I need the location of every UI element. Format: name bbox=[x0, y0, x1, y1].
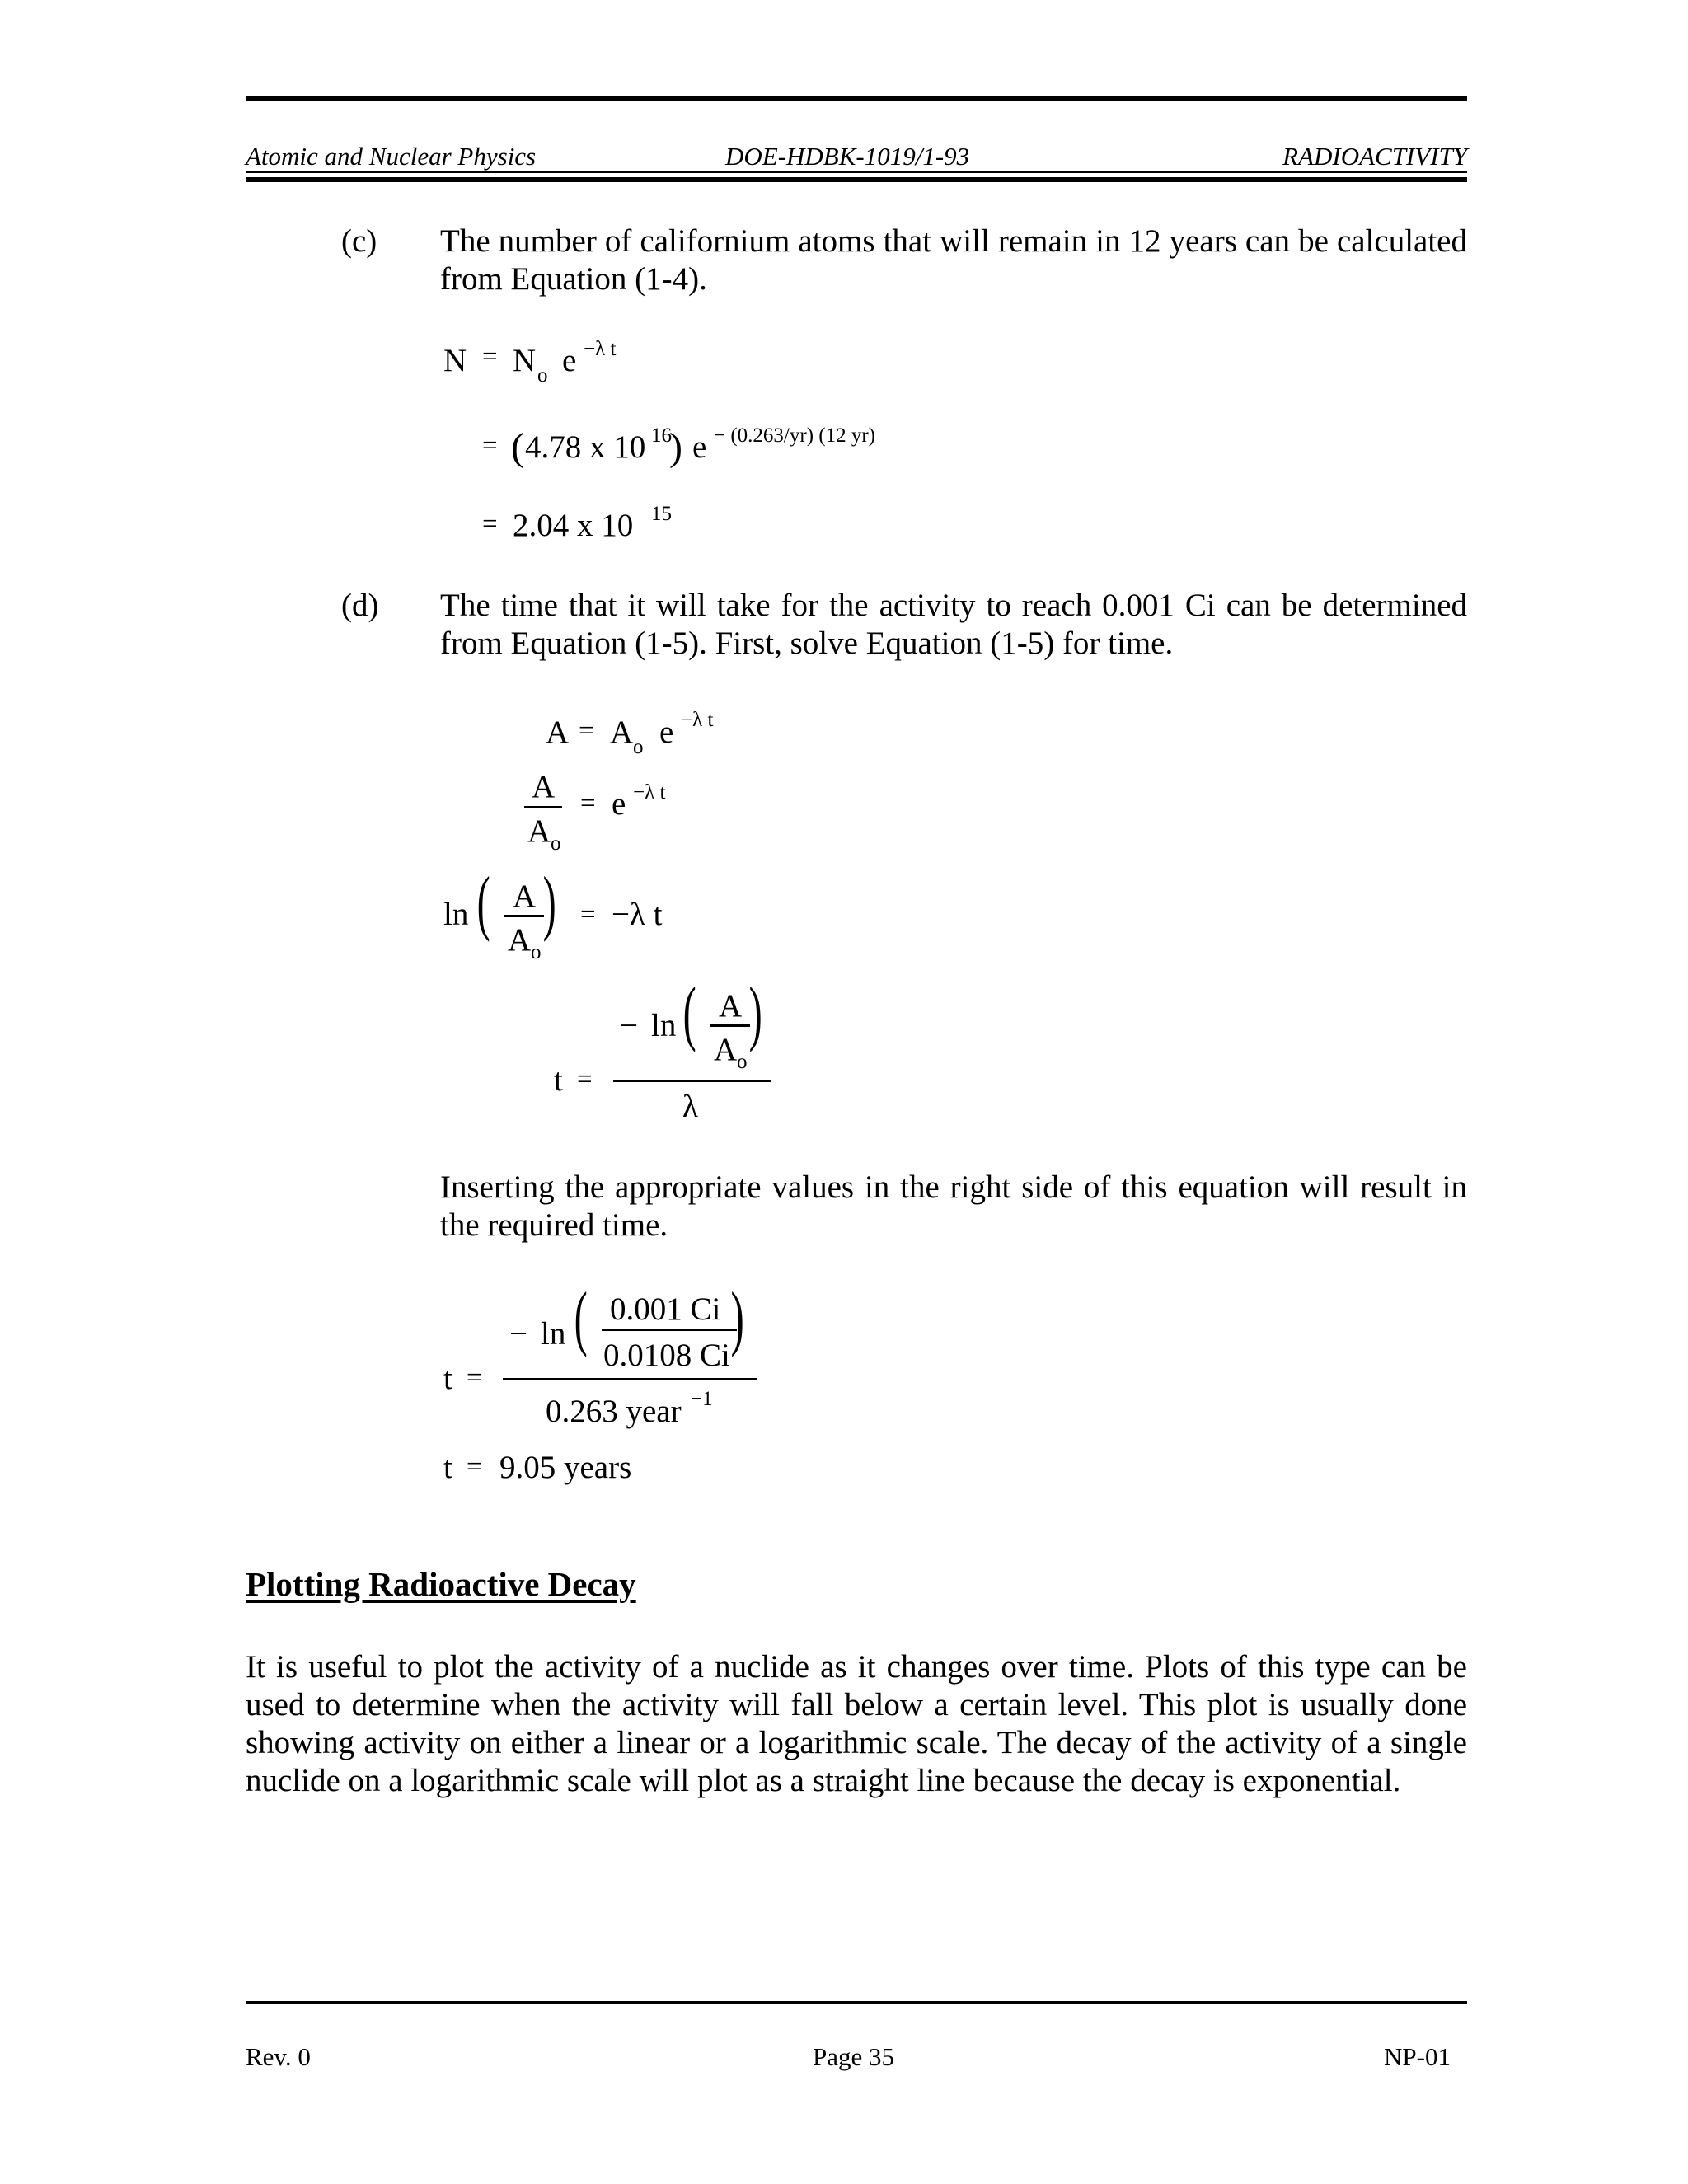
step4-right-paren: ) bbox=[748, 973, 762, 1053]
eq-c1-e: e bbox=[562, 343, 577, 378]
calc-main-fraction-bar bbox=[503, 1378, 757, 1380]
step1-sub: o bbox=[633, 736, 644, 758]
step3-den: A bbox=[508, 922, 532, 958]
calc-den: 0.0108 Ci bbox=[603, 1338, 730, 1373]
calc-denominator-exp: −1 bbox=[691, 1388, 713, 1410]
result-equals: = bbox=[467, 1452, 482, 1482]
header-top-rule bbox=[246, 96, 1467, 101]
eq-c3-equals: = bbox=[482, 509, 498, 539]
eq-c2-mantissa: 4.78 x 10 bbox=[525, 429, 646, 465]
calc-denominator: 0.263 year bbox=[546, 1394, 682, 1429]
part-d-text: The time that it will take for the activity to reach 0.001 Ci can be determined from Equation (1-5). First, solve Equation (1-5) for time. bbox=[440, 588, 1467, 661]
eq-c2-pow: 16 bbox=[651, 424, 672, 447]
step3-left-paren: ( bbox=[476, 863, 490, 943]
eq-c2-e: e bbox=[692, 429, 707, 465]
step1-rhs: A bbox=[610, 715, 634, 750]
footer-right: NP-01 bbox=[1384, 2042, 1451, 2071]
footer-page-number: Page 35 bbox=[813, 2042, 895, 2071]
step4-sub: o bbox=[737, 1051, 748, 1073]
calc-minus: − bbox=[509, 1316, 528, 1352]
step4-lambda: λ bbox=[682, 1089, 698, 1124]
step2-sub: o bbox=[551, 832, 561, 855]
step4-left-paren: ( bbox=[682, 973, 696, 1053]
step3-sub: o bbox=[531, 941, 542, 963]
header-bottom-rule-thick bbox=[246, 177, 1467, 182]
calc-lhs: t bbox=[443, 1361, 452, 1396]
step3-equals: = bbox=[580, 900, 596, 930]
eq-c3-value: 2.04 x 10 bbox=[513, 508, 634, 543]
step3-right-paren: ) bbox=[542, 863, 556, 943]
header-center: DOE-HDBK-1019/1-93 bbox=[725, 142, 970, 171]
eq-c1-sub: o bbox=[537, 364, 548, 387]
header-bottom-rule bbox=[246, 171, 1467, 173]
calc-right-paren: ) bbox=[730, 1278, 744, 1358]
step4-equals: = bbox=[577, 1065, 593, 1094]
step4-ln: ln bbox=[651, 1008, 677, 1043]
step2-equals: = bbox=[580, 789, 596, 818]
calc-equals: = bbox=[467, 1363, 482, 1393]
part-d-label: (d) bbox=[341, 588, 379, 623]
step2-exp: −λ t bbox=[633, 781, 666, 804]
step4-den: A bbox=[714, 1032, 738, 1067]
result-value: 9.05 years bbox=[499, 1450, 632, 1485]
calc-left-paren: ( bbox=[574, 1278, 588, 1358]
footer-rule bbox=[246, 2001, 1467, 2004]
result-lhs: t bbox=[443, 1450, 452, 1485]
calc-ln: ln bbox=[541, 1316, 566, 1352]
footer-left: Rev. 0 bbox=[246, 2042, 311, 2071]
step3-fraction-bar bbox=[504, 915, 544, 917]
step3-ln: ln bbox=[443, 897, 469, 932]
header-left: Atomic and Nuclear Physics bbox=[246, 142, 537, 171]
step4-inner-fraction-bar bbox=[710, 1024, 750, 1027]
step4-num: A bbox=[719, 988, 743, 1024]
section-text: It is useful to plot the activity of a nuclide as it changes over time. Plots of this type can be used to determine when the activity will fall below a certain level. This plot is usually done showing activity on either a linear or a logarithmic scale. The decay of the activity of a single nuclide on a logarithmic scale will plot as a straight line because the decay is exponential. bbox=[246, 1649, 1467, 1798]
eq-c1-base: N bbox=[513, 343, 537, 378]
step2-e: e bbox=[612, 786, 626, 822]
calc-num: 0.001 Ci bbox=[610, 1291, 721, 1327]
eq-c2-close: ) bbox=[669, 425, 682, 469]
eq-c1-lhs: N bbox=[443, 343, 467, 378]
step3-num: A bbox=[513, 879, 537, 914]
step1-exp: −λ t bbox=[681, 709, 714, 731]
eq-c3-pow: 15 bbox=[651, 503, 672, 525]
step1-lhs: A bbox=[546, 715, 570, 750]
step4-main-fraction-bar bbox=[613, 1080, 771, 1082]
part-d-text2: Inserting the appropriate values in the right side of this equation will result in the required time. bbox=[440, 1169, 1467, 1243]
step1-e: e bbox=[659, 715, 674, 750]
step4-lhs: t bbox=[554, 1062, 563, 1098]
eq-c2-equals: = bbox=[482, 431, 498, 461]
eq-c1-equals: = bbox=[482, 342, 498, 372]
step2-num: A bbox=[532, 769, 556, 804]
step3-rhs: −λ t bbox=[612, 897, 663, 932]
eq-c2-open: ( bbox=[511, 425, 524, 469]
header-right: RADIOACTIVITY bbox=[1282, 142, 1467, 171]
section-title: Plotting Radioactive Decay bbox=[246, 1565, 636, 1603]
eq-c1-exp: −λ t bbox=[584, 338, 617, 360]
part-c-text: The number of californium atoms that will remain in 12 years can be calculated from Equation (1-4). bbox=[440, 223, 1467, 297]
step2-den: A bbox=[528, 813, 551, 849]
step2-fraction-bar bbox=[524, 806, 562, 808]
step1-equals: = bbox=[579, 716, 594, 746]
step4-minus: − bbox=[620, 1008, 638, 1043]
calc-inner-fraction-bar bbox=[602, 1329, 737, 1331]
part-c-label: (c) bbox=[341, 223, 377, 259]
eq-c2-exp: − (0.263/yr) (12 yr) bbox=[714, 424, 875, 447]
